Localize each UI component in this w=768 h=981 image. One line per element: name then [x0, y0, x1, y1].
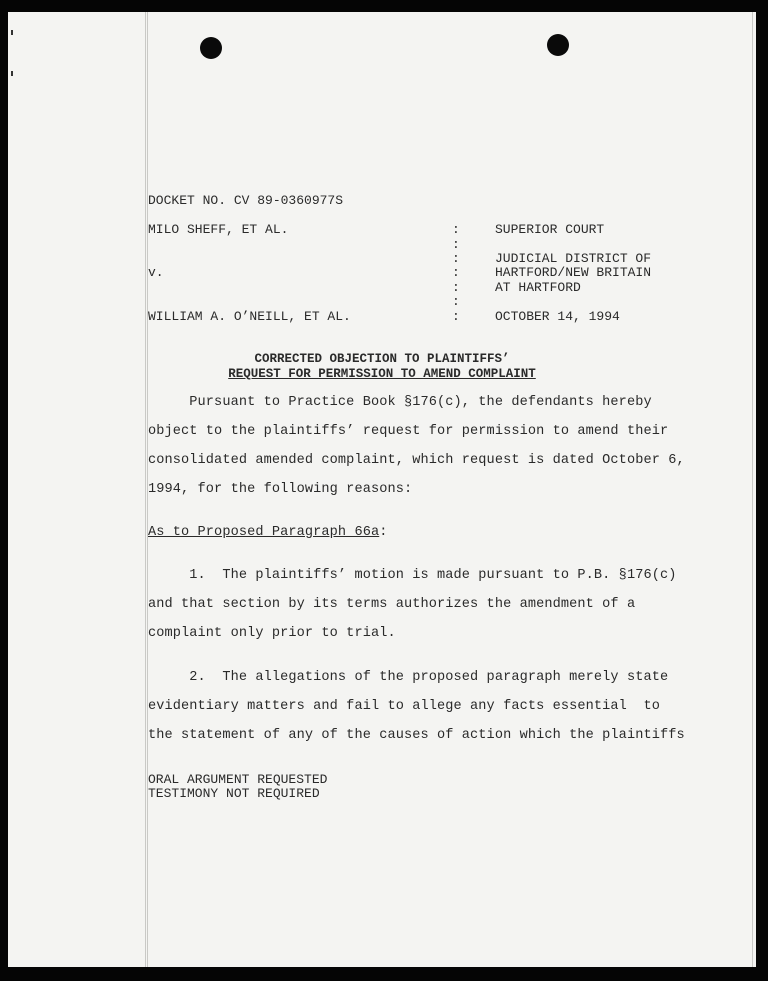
body-text-line: and that section by its terms authorizes the amendment of a [148, 597, 636, 612]
section-heading [148, 525, 387, 541]
punch-hole-right [547, 34, 569, 56]
body-text-line: evidentiary matters and fail to allege any facts essential to [148, 699, 660, 714]
right-margin-line [752, 12, 753, 967]
caption-colon: : [452, 265, 460, 280]
caption-colon: : [452, 251, 460, 266]
oral-argument-note: ORAL ARGUMENT REQUESTED [148, 772, 328, 787]
defendant-name: WILLIAM A. O’NEILL, ET AL. [148, 309, 351, 324]
section-heading-colon: : [379, 525, 388, 540]
body-text-line: complaint only prior to trial. [148, 626, 396, 641]
caption-colon: : [452, 280, 460, 295]
filing-date: OCTOBER 14, 1994 [495, 309, 620, 324]
scan-mark [11, 30, 13, 35]
docket-number: DOCKET NO. CV 89-0360977S [148, 193, 344, 208]
caption-colon: : [452, 222, 460, 237]
left-margin-line [145, 12, 146, 967]
judicial-district: JUDICIAL DISTRICT OF [495, 251, 652, 266]
body-text-line: 2. The allegations of the proposed paragraph merely state [148, 670, 669, 685]
document-title: REQUEST FOR PERMISSION TO AMEND COMPLAINT [228, 367, 536, 381]
testimony-note: TESTIMONY NOT REQUIRED [148, 786, 320, 801]
body-text-line: the statement of any of the causes of action which the plaintiffs [148, 728, 685, 743]
document-title: CORRECTED OBJECTION TO PLAINTIFFS’ [254, 352, 510, 366]
body-text-line: Pursuant to Practice Book §176(c), the defendants hereby [148, 395, 652, 410]
body-text-line: object to the plaintiffs’ request for permission to amend their [148, 424, 669, 439]
body-text-line: 1994, for the following reasons: [148, 482, 413, 497]
judicial-district: HARTFORD/NEW BRITAIN [495, 265, 652, 280]
body-text-line: consolidated amended complaint, which request is dated October 6, [148, 453, 685, 468]
caption-colon: : [452, 294, 460, 309]
versus: v. [148, 265, 164, 280]
judicial-district: AT HARTFORD [495, 280, 581, 295]
section-heading-text: As to Proposed Paragraph 66a [148, 525, 380, 540]
plaintiff-name: MILO SHEFF, ET AL. [148, 222, 289, 237]
punch-hole-left [200, 37, 222, 59]
scan-mark [11, 71, 13, 76]
caption-colon: : [452, 237, 460, 252]
caption-colon: : [452, 309, 460, 324]
document-page [8, 12, 756, 967]
body-text-line: 1. The plaintiffs’ motion is made pursuant to P.B. §176(c) [148, 568, 677, 583]
court-name: SUPERIOR COURT [495, 222, 605, 237]
